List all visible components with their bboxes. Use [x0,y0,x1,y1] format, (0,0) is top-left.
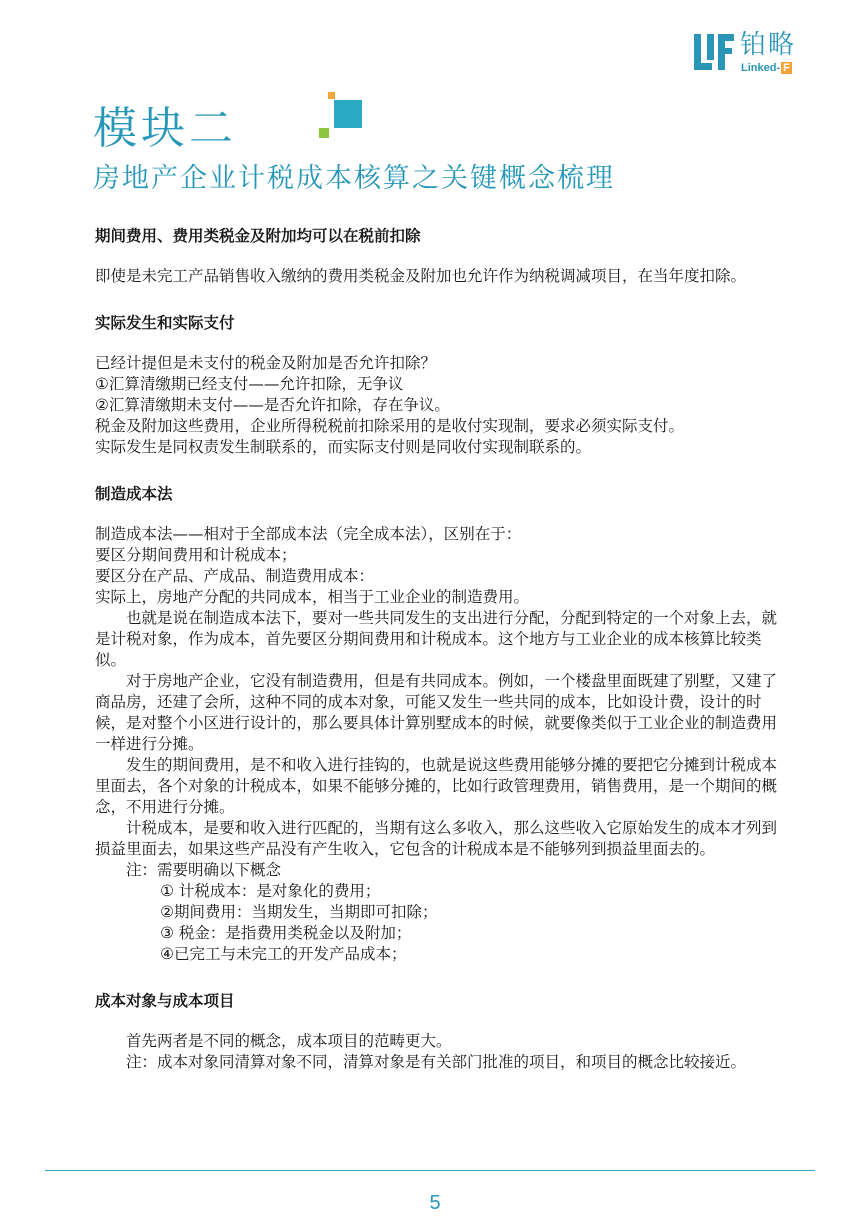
decor-square-orange [328,92,335,99]
text-line: 实际发生是同权责发生制联系的，而实际支付则是同收付实现制联系的。 [95,438,592,456]
note-label: 注：需要明确以下概念 [126,861,282,879]
paragraph: 注：成本对象同清算对象不同，清算对象是有关部门批准的项目，和项目的概念比较接近。 [126,1053,747,1071]
section-heading: 期间费用、费用类税金及附加均可以在税前扣除 [95,227,421,245]
brand-logo [694,30,814,76]
text-line: ①汇算清缴期已经支付——允许扣除，无争议 [95,375,404,393]
text-line: ②汇算清缴期未支付——是否允许扣除，存在争议。 [95,396,450,414]
paragraph: 发生的期间费用，是不和收入进行挂钩的，也就是说这些费用能够分摊的要把它分摊到计税成本里面去，各个对象的计税成本，如果不能够分摊的，比如行政管理费用，销售费用，是一个期间的概念，不用进行分摊。 [95,756,778,816]
note-item: ②期间费用：当期发生，当期即可扣除； [160,903,438,921]
decor-square-green [319,128,329,138]
paragraph: 也就是说在制造成本法下，要对一些共同发生的支出进行分配，分配到特定的一个对象上去，就是计税对象，作为成本，首先要区分期间费用和计税成本。这个地方与工业企业的成本核算比较类似。 [95,609,778,669]
logo-english-text: Linked- F [741,62,790,74]
logo-chinese-text: 铂略 [740,30,797,60]
section-heading: 制造成本法 [95,485,173,503]
logo-f-badge: F [783,62,790,74]
text-line: 税金及附加这些费用，企业所得税税前扣除采用的是收付实现制，要求必须实际支付。 [95,417,685,435]
section-heading: 成本对象与成本项目 [95,992,235,1010]
paragraph: 即使是未完工产品销售收入缴纳的费用类税金及附加也允许作为纳税调减项目，在当年度扣除。 [95,267,747,285]
page-number: 5 [429,1192,441,1214]
decor-square-teal [334,100,362,128]
page-subtitle: 房地产企业计税成本核算之关键概念梳理 [93,163,615,194]
text-line: 要区分期间费用和计税成本； [95,546,297,564]
footer-divider [45,1170,815,1171]
text-line: 已经计提但是未支付的税金及附加是否允许扣除？ [95,354,437,372]
logo-mark-icon [694,32,734,72]
module-title: 模块二 [93,103,237,154]
note-item: ④已完工与未完工的开发产品成本； [160,945,407,963]
paragraph: 计税成本，是要和收入进行匹配的，当期有这么多收入，那么这些收入它原始发生的成本才列到损益里面去，如果这些产品没有产生收入，它包含的计税成本是不能够列到损益里面去的。 [95,819,778,858]
paragraph: 首先两者是不同的概念，成本项目的范畴更大。 [126,1032,452,1050]
paragraph: 对于房地产企业，它没有制造费用，但是有共同成本。例如，一个楼盘里面既建了别墅，又建了商品房，还建了会所，这种不同的成本对象，可能又发生一些共同的成本，比如设计费，设计的时候，是对整个小区进行设计的，那么要具体计算别墅成本的时候，就要像类似于工业企业的制造费用一样进行分摊。 [95,672,778,753]
note-item: ① 计税成本：是对象化的费用； [160,882,381,900]
text-line: 制造成本法——相对于全部成本法（完全成本法），区别在于： [95,525,522,543]
document-body [95,226,785,1073]
text-line: 要区分在产品、产成品、制造费用成本： [95,567,375,585]
note-item: ③ 税金：是指费用类税金以及附加； [160,924,412,942]
text-line: 实际上，房地产分配的共同成本，相当于工业企业的制造费用。 [95,588,530,606]
section-heading: 实际发生和实际支付 [95,314,235,332]
